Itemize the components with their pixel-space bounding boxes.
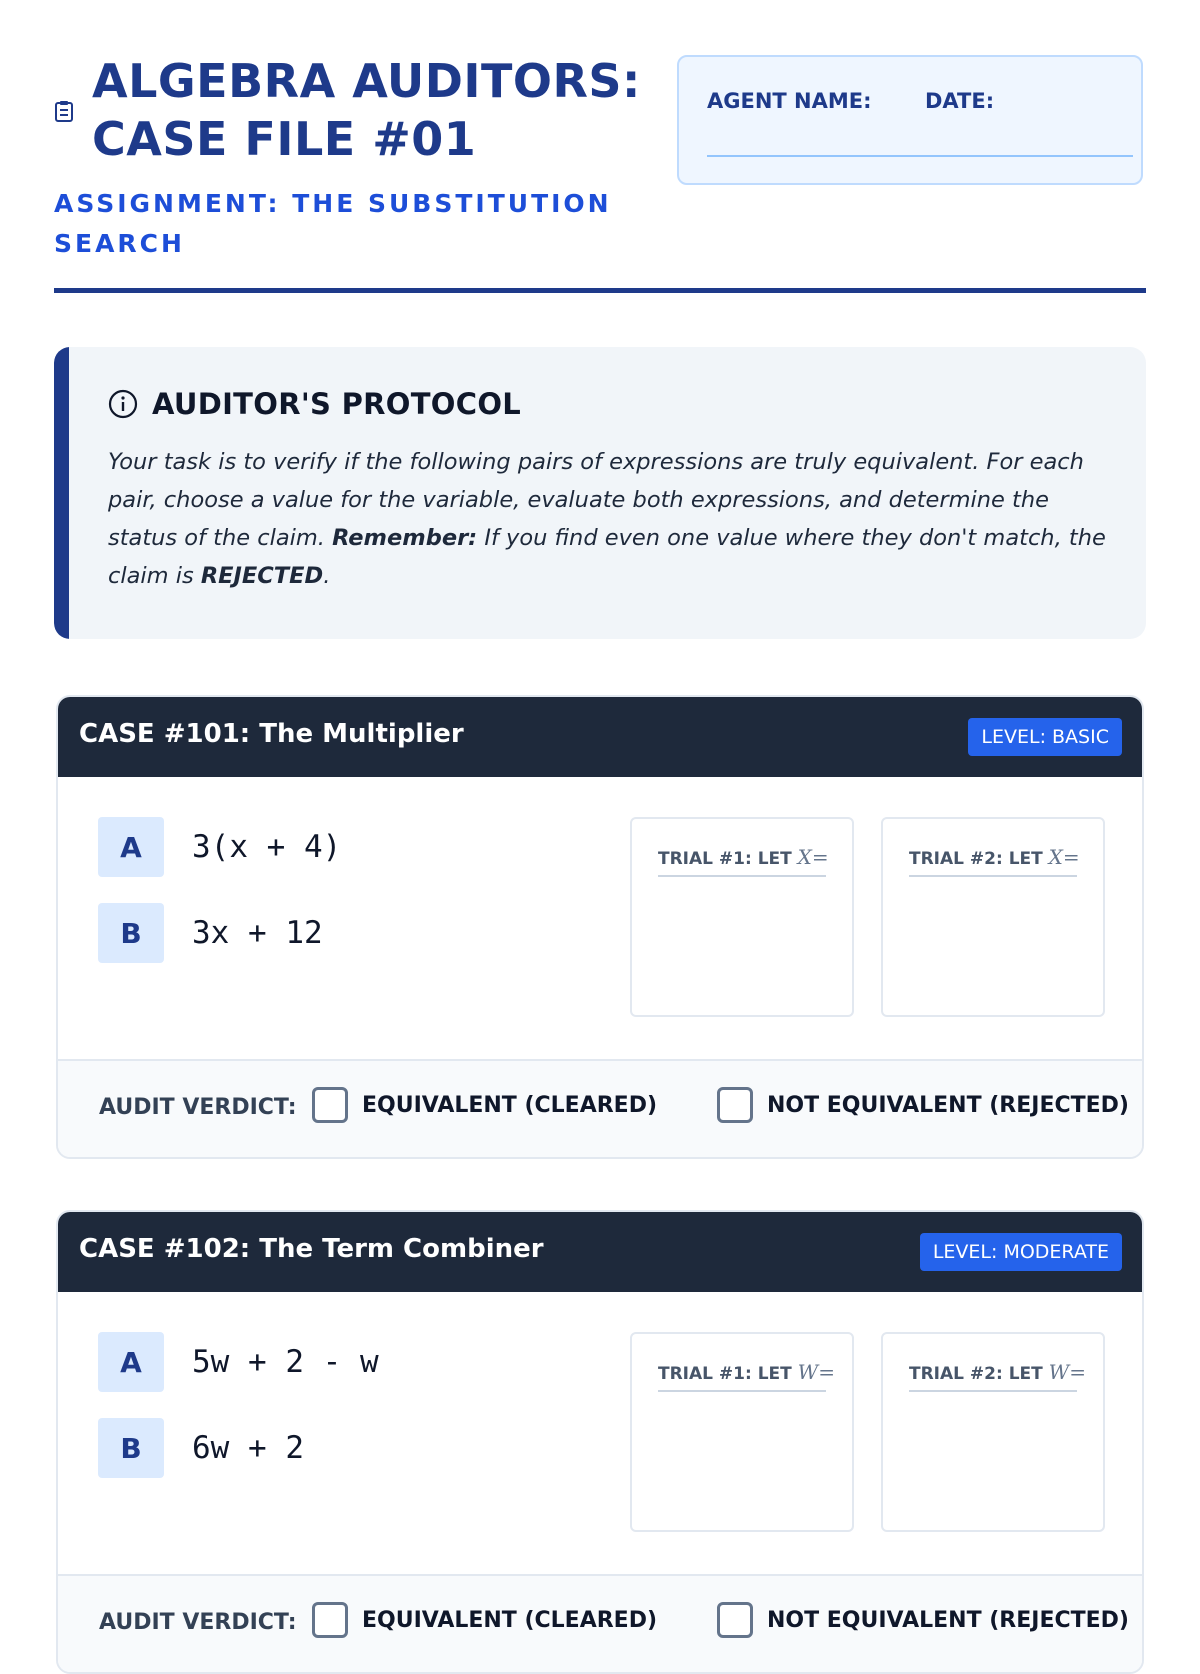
protocol-text-1: Your task is to verify if the following pairs of expressions are truly equivalent. For each pair, choose a value for the variable, evaluate both expressions, and determine the status of the claim.: [108, 449, 1084, 551]
assignment-subtitle: ASSIGNMENT: THE SUBSTITUTION SEARCH: [54, 189, 612, 258]
expression-row-b: [98, 1418, 304, 1478]
audit-verdict-row: [58, 1574, 1142, 1672]
case-header: [58, 697, 1142, 777]
title-block: [54, 52, 664, 264]
expression-tag-a: A: [98, 817, 164, 877]
case-header: [58, 1212, 1142, 1292]
equivalent-checkbox[interactable]: [312, 1087, 348, 1123]
trial-1-box[interactable]: [630, 817, 854, 1017]
trial-2-equals: =: [1069, 1360, 1086, 1384]
agent-write-line[interactable]: [707, 155, 1133, 157]
trial-2-box[interactable]: [881, 817, 1105, 1017]
trial-2-variable: W: [1048, 1360, 1070, 1384]
trial-2-prefix: TRIAL #2: LET: [909, 849, 1049, 869]
level-badge: LEVEL: MODERATE: [920, 1233, 1122, 1271]
trial-1-variable: X: [797, 845, 812, 869]
case-title: CASE #101: The Multiplier: [79, 719, 464, 749]
protocol-text-3: .: [323, 563, 331, 589]
trial-1-equals: =: [811, 845, 829, 869]
protocol-text: [108, 443, 1108, 595]
expression-tag-b: B: [98, 1418, 164, 1478]
page-title: [92, 52, 664, 168]
case-title: CASE #102: The Term Combiner: [79, 1234, 544, 1264]
agent-name-label: AGENT NAME:: [707, 89, 872, 113]
worksheet-page: [54, 0, 1146, 1635]
trial-1-box[interactable]: [630, 1332, 854, 1532]
case-card-101: [56, 695, 1144, 1159]
date-label: DATE:: [925, 89, 995, 113]
audit-verdict-label: AUDIT VERDICT:: [99, 1095, 297, 1120]
equivalent-label: EQUIVALENT (CLEARED): [362, 1607, 658, 1633]
protocol-remember: Remember:: [332, 525, 478, 551]
header-divider: [54, 288, 1146, 293]
protocol-heading: [108, 387, 521, 421]
equivalent-checkbox[interactable]: [312, 1602, 348, 1638]
expression-row-a: [98, 817, 341, 877]
expression-row-b: [98, 903, 323, 963]
trial-1-variable: W: [797, 1360, 819, 1384]
protocol-heading-text: AUDITOR'S PROTOCOL: [152, 387, 522, 421]
trial-2-label: [909, 1360, 1086, 1392]
trial-2-label: [909, 845, 1080, 877]
audit-verdict-row: [58, 1059, 1142, 1157]
trial-2-box[interactable]: [881, 1332, 1105, 1532]
protocol-rejected: REJECTED: [200, 563, 324, 589]
trial-2-prefix: TRIAL #2: LET: [909, 1364, 1049, 1384]
expression-tag-b: B: [98, 903, 164, 963]
case-body: [58, 777, 1142, 1059]
verdict-not-equivalent-option[interactable]: [717, 1087, 1129, 1123]
expression-tag-a: A: [98, 1332, 164, 1392]
trial-1-equals: =: [818, 1360, 835, 1384]
not-equivalent-label: NOT EQUIVALENT (REJECTED): [767, 1607, 1129, 1633]
expression-a: 3(x + 4): [192, 829, 342, 865]
info-icon: [108, 389, 138, 419]
audit-verdict-label: AUDIT VERDICT:: [99, 1610, 297, 1635]
trial-2-variable: X: [1048, 845, 1063, 869]
expression-b: 6w + 2: [192, 1430, 304, 1466]
verdict-not-equivalent-option[interactable]: [717, 1602, 1129, 1638]
trial-1-prefix: TRIAL #1: LET: [658, 849, 798, 869]
not-equivalent-checkbox[interactable]: [717, 1087, 753, 1123]
clipboard-icon: [54, 100, 74, 122]
expression-a: 5w + 2 - w: [192, 1344, 379, 1380]
protocol-accent-bar: [54, 347, 69, 639]
trial-1-prefix: TRIAL #1: LET: [658, 1364, 798, 1384]
title-line-2: CASE FILE #01: [92, 112, 477, 166]
level-badge: LEVEL: BASIC: [968, 718, 1122, 756]
not-equivalent-label: NOT EQUIVALENT (REJECTED): [767, 1092, 1129, 1118]
expression-row-a: [98, 1332, 379, 1392]
trial-1-label: [658, 1360, 835, 1392]
verdict-equivalent-option[interactable]: [312, 1602, 657, 1638]
not-equivalent-checkbox[interactable]: [717, 1602, 753, 1638]
title-line-1: ALGEBRA AUDITORS:: [92, 54, 641, 108]
trial-1-label: [658, 845, 829, 877]
agent-info-box: [677, 55, 1143, 185]
header: [54, 0, 1146, 296]
protocol-text-2: If you find even one value where they don't match, the claim is: [108, 525, 1106, 589]
equivalent-label: EQUIVALENT (CLEARED): [362, 1092, 658, 1118]
trial-2-equals: =: [1062, 845, 1080, 869]
auditor-protocol-panel: [54, 347, 1146, 639]
case-body: [58, 1292, 1142, 1574]
case-card-102: [56, 1210, 1144, 1674]
expression-b: 3x + 12: [192, 915, 323, 951]
verdict-equivalent-option[interactable]: [312, 1087, 657, 1123]
